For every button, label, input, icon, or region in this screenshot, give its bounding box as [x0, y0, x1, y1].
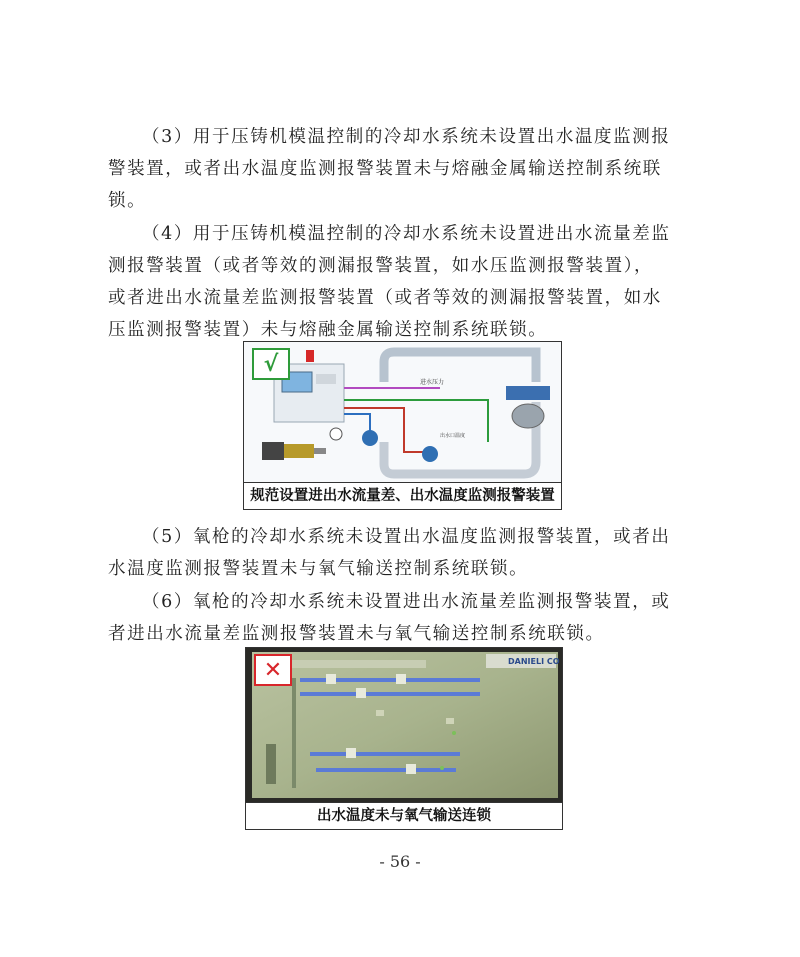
- paragraph-line: 压监测报警装置）未与熔融金属输送控制系统联锁。: [108, 320, 548, 340]
- paragraph-line: 锁。: [108, 191, 147, 211]
- cooling-system-diagram: [244, 342, 561, 482]
- paragraph-line: （4）用于压铸机模温控制的冷却水系统未设置进出水流量差监: [142, 224, 671, 244]
- paragraph-line: （5）氧枪的冷却水系统未设置出水温度监测报警装置，或者出: [142, 527, 671, 547]
- control-screen-photo: [246, 648, 562, 802]
- paragraph-line: 水温度监测报警装置未与氧气输送控制系统联锁。: [108, 559, 529, 579]
- figure-caption: 出水温度未与氧气输送连锁: [246, 802, 562, 829]
- label-inlet-pressure: 进水压力: [420, 379, 445, 386]
- figure-correct-setup: [243, 341, 562, 510]
- page-number: - 56 -: [379, 852, 421, 871]
- figure-wrong-setup: [245, 647, 563, 830]
- checkmark-icon: [252, 348, 290, 380]
- paragraph-4: [108, 218, 700, 346]
- paragraph-line: 测报警装置（或者等效的测漏报警装置，如水压监测报警装置），: [108, 256, 654, 276]
- paragraph-5: [108, 521, 700, 585]
- paragraph-line: 警装置，或者出水温度监测报警装置未与熔融金属输送控制系统联: [108, 159, 662, 179]
- paragraph-6: [108, 586, 700, 650]
- paragraph-3: [108, 121, 700, 217]
- figure-caption: 规范设置进出水流量差、出水温度监测报警装置: [244, 482, 561, 509]
- brand-label: DANIELI CO: [508, 657, 560, 666]
- paragraph-line: （6）氧枪的冷却水系统未设置进出水流量差监测报警装置，或: [142, 592, 671, 612]
- cross-glyph: ✕: [263, 657, 283, 683]
- check-glyph: √: [263, 351, 279, 377]
- label-outlet-temp: 出水口温度: [440, 433, 466, 439]
- cross-icon: [254, 654, 292, 686]
- paragraph-line: 或者进出水流量差监测报警装置（或者等效的测漏报警装置，如水: [108, 288, 662, 308]
- screen-photo: [246, 648, 562, 802]
- diagram-image: [244, 342, 561, 482]
- paragraph-line: （3）用于压铸机模温控制的冷却水系统未设置出水温度监测报: [142, 127, 671, 147]
- paragraph-line: 者进出水流量差监测报警装置未与氧气输送控制系统联锁。: [108, 624, 605, 644]
